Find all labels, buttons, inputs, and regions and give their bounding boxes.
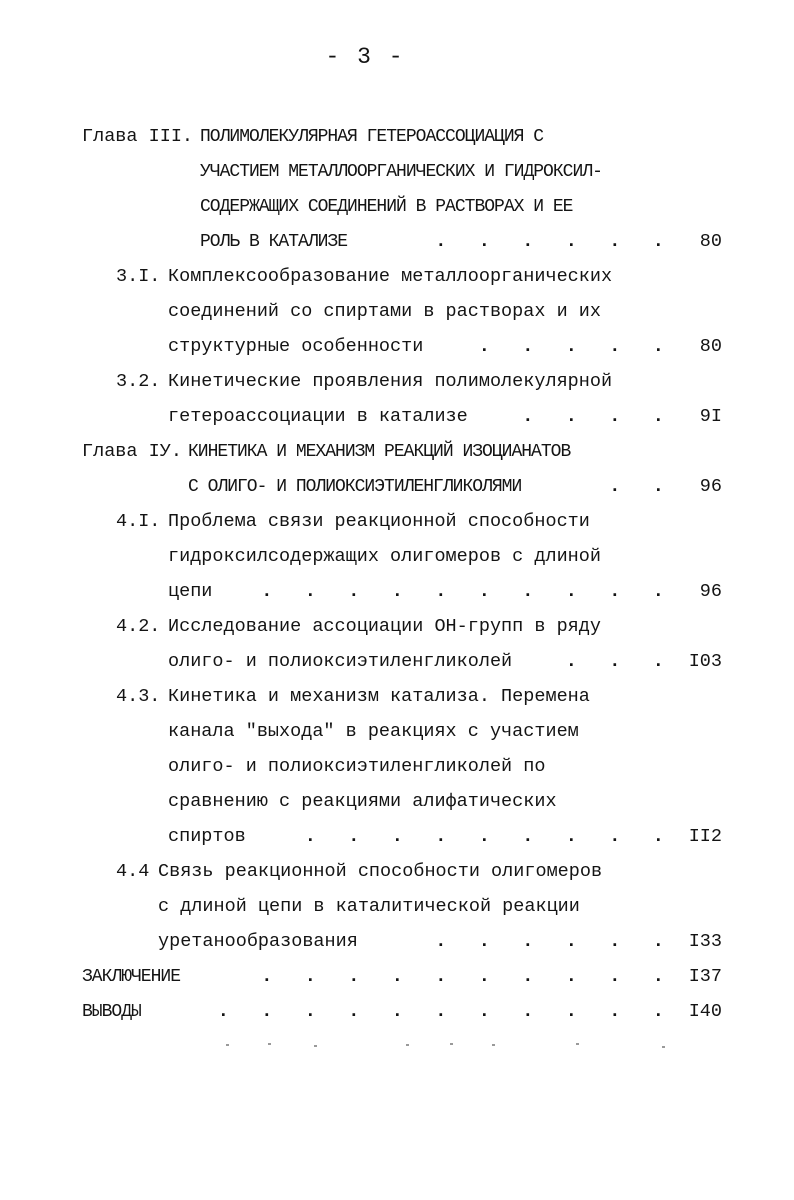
leader-dot: . <box>261 966 273 987</box>
section-number: 4.3. <box>116 686 161 707</box>
leader-dot: . <box>565 931 577 952</box>
section-title-line: Исследование ассоциации ОН-групп в ряду <box>168 616 601 637</box>
leader-dot: . <box>609 406 621 427</box>
leader-dot: . <box>609 1001 621 1022</box>
leader-dot: . <box>478 1001 490 1022</box>
leader-dot: . <box>217 1001 229 1022</box>
leader-dot: . <box>522 336 534 357</box>
leader-dot: . <box>609 826 621 847</box>
dot-leader <box>388 927 680 957</box>
section-title-line: Комплексообразование металлоорганических <box>168 266 613 287</box>
findings-page: I40 <box>688 1001 722 1022</box>
section-page: II2 <box>688 826 722 847</box>
leader-dot: . <box>652 966 664 987</box>
leader-dot: . <box>522 581 534 602</box>
dot-leader <box>432 332 680 362</box>
findings-label: ВЫВОДЫ <box>82 1002 141 1022</box>
leader-dot: . <box>304 1001 316 1022</box>
leader-dot: . <box>261 581 273 602</box>
leader-dot: . <box>261 1001 273 1022</box>
leader-dot: . <box>609 651 621 672</box>
leader-dot: . <box>348 581 360 602</box>
leader-dot: . <box>435 931 447 952</box>
leader-dot: . <box>478 931 490 952</box>
leader-dot: . <box>565 406 577 427</box>
leader-dot: . <box>652 406 664 427</box>
section-page: 96 <box>699 581 722 602</box>
leader-dot: . <box>522 231 534 252</box>
chapter-3-title-line-3: СОДЕРЖАЩИХ СОЕДИНЕНИЙ В РАСТВОРАХ И ЕЕ <box>200 197 573 217</box>
leader-dot: . <box>652 231 664 252</box>
leader-dot: . <box>652 476 664 497</box>
leader-dot: . <box>435 581 447 602</box>
leader-dot: . <box>609 931 621 952</box>
leader-dot: . <box>435 231 447 252</box>
dot-leader <box>562 472 680 502</box>
section-title-line: Кинетические проявления полимолекулярной <box>168 371 613 392</box>
section-page: I03 <box>688 651 722 672</box>
leader-dot: . <box>304 581 316 602</box>
leader-dot: . <box>522 966 534 987</box>
leader-dot: . <box>652 336 664 357</box>
dot-leader <box>256 822 680 852</box>
leader-dot: . <box>348 966 360 987</box>
section-number: 4.2. <box>116 616 161 637</box>
chapter-3-title-line-1: ПОЛИМОЛЕКУЛЯРНАЯ ГЕТЕРОАССОЦИАЦИЯ С <box>200 127 544 147</box>
leader-dot: . <box>565 826 577 847</box>
leader-dot: . <box>652 581 664 602</box>
dot-leader <box>520 647 680 677</box>
leader-dot: . <box>435 1001 447 1022</box>
section-title-line: спиртов <box>168 826 246 847</box>
conclusion-page: I37 <box>688 966 722 987</box>
leader-dot: . <box>478 826 490 847</box>
leader-dot: . <box>478 336 490 357</box>
chapter-3-title-line-4: РОЛЬ В КАТАЛИЗЕ <box>200 232 348 252</box>
leader-dot: . <box>565 581 577 602</box>
dot-leader <box>212 962 680 992</box>
section-title-line: гидроксилсодержащих олигомеров с длиной <box>168 546 601 567</box>
chapter-4-page: 96 <box>699 476 722 497</box>
leader-dot: . <box>435 966 447 987</box>
leader-dot: . <box>391 826 403 847</box>
leader-dot: . <box>609 231 621 252</box>
leader-dot: . <box>565 1001 577 1022</box>
dot-leader <box>476 402 680 432</box>
leader-dot: . <box>522 931 534 952</box>
section-title-line: олиго- и полиоксиэтиленгликолей <box>168 651 513 672</box>
leader-dot: . <box>478 966 490 987</box>
leader-dot: . <box>522 1001 534 1022</box>
leader-dot: . <box>565 651 577 672</box>
section-title-line: цепи <box>168 581 213 602</box>
section-number: 3.2. <box>116 371 161 392</box>
leader-dot: . <box>391 581 403 602</box>
chapter-3-title-line-2: УЧАСТИЕМ МЕТАЛЛООРГАНИЧЕСКИХ И ГИДРОКСИЛ- <box>200 162 602 182</box>
leader-dot: . <box>478 231 490 252</box>
section-title-line: сравнению с реакциями алифатических <box>168 791 557 812</box>
dot-leader <box>388 227 680 257</box>
leader-dot: . <box>609 966 621 987</box>
leader-dot: . <box>565 966 577 987</box>
section-title-line: олиго- и полиоксиэтиленгликолей по <box>168 756 546 777</box>
leader-dot: . <box>652 931 664 952</box>
section-title-line: Связь реакционной способности олигомеров <box>158 861 603 882</box>
page-number: - 3 - <box>325 44 405 70</box>
dot-leader <box>178 997 680 1027</box>
section-number: 4.I. <box>116 511 161 532</box>
leader-dot: . <box>652 826 664 847</box>
conclusion-label: ЗАКЛЮЧЕНИЕ <box>82 967 181 987</box>
chapter-3-label: Глава III. <box>82 126 194 147</box>
section-title-line: с длиной цепи в каталитической реакции <box>158 896 580 917</box>
leader-dot: . <box>652 1001 664 1022</box>
section-title-line: структурные особенности <box>168 336 424 357</box>
leader-dot: . <box>435 826 447 847</box>
leader-dot: . <box>609 581 621 602</box>
section-number: 3.I. <box>116 266 161 287</box>
leader-dot: . <box>522 826 534 847</box>
section-title-line: канала "выхода" в реакциях с участием <box>168 721 579 742</box>
chapter-4-label: Глава IУ. <box>82 441 182 462</box>
section-page: I33 <box>688 931 722 952</box>
dot-leader <box>244 577 680 607</box>
leader-dot: . <box>478 581 490 602</box>
section-title-line: соединений со спиртами в растворах и их <box>168 301 601 322</box>
leader-dot: . <box>348 826 360 847</box>
leader-dot: . <box>304 966 316 987</box>
leader-dot: . <box>304 826 316 847</box>
section-title-line: Кинетика и механизм катализа. Перемена <box>168 686 590 707</box>
section-number: 4.4 <box>116 861 150 882</box>
leader-dot: . <box>565 231 577 252</box>
section-title-line: гетероассоциации в катализе <box>168 406 468 427</box>
section-page: 9I <box>699 406 722 427</box>
chapter-4-title-line-1: КИНЕТИКА И МЕХАНИЗМ РЕАКЦИЙ ИЗОЦИАНАТОВ <box>188 442 571 462</box>
section-title-line: уретанообразования <box>158 931 358 952</box>
leader-dot: . <box>348 1001 360 1022</box>
chapter-4-title-line-2: С ОЛИГО- И ПОЛИОКСИЭТИЛЕНГЛИКОЛЯМИ <box>188 477 522 497</box>
section-title-line: Проблема связи реакционной способности <box>168 511 590 532</box>
section-page: 80 <box>699 336 722 357</box>
leader-dot: . <box>522 406 534 427</box>
leader-dot: . <box>391 1001 403 1022</box>
leader-dot: . <box>609 476 621 497</box>
scan-specks <box>220 1040 680 1050</box>
leader-dot: . <box>609 336 621 357</box>
leader-dot: . <box>565 336 577 357</box>
leader-dot: . <box>652 651 664 672</box>
chapter-3-page: 80 <box>699 231 722 252</box>
leader-dot: . <box>391 966 403 987</box>
